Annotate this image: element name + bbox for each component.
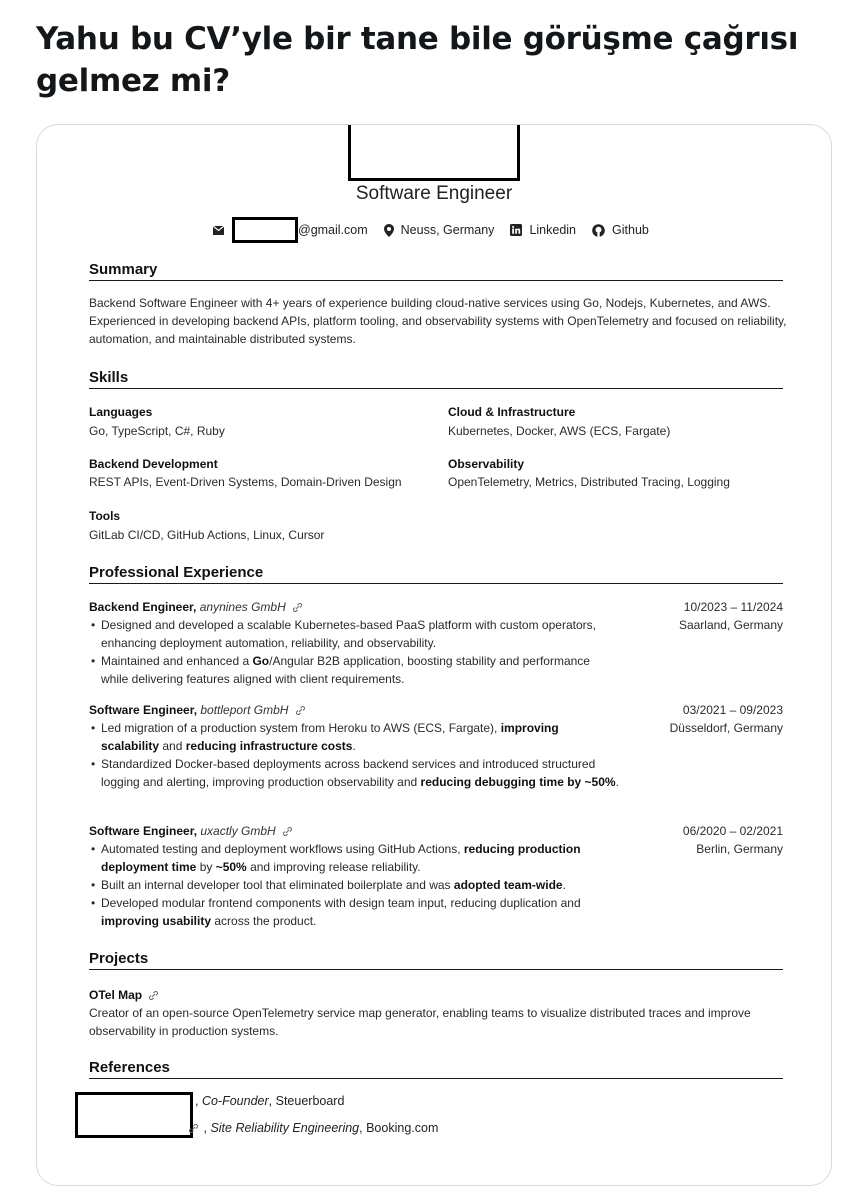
github-label: Github [612,223,649,237]
contact-github[interactable] [592,223,649,237]
experience-heading: Professional Experience [89,564,783,584]
reference-1-org: Steuerboard [275,1094,345,1108]
redacted-name [348,124,520,181]
contact-location [384,223,495,237]
project-description: Creator of an open-source OpenTelemetry service map generator, enabling teams to visualize distributed traces and improve observability in production systems. [89,1006,751,1038]
reference-1-role: Co-Founder [201,1094,269,1108]
reference-1: , Co-Founder, Steuerboard [195,1094,345,1108]
reference-2-role: Site Reliability Engineering [210,1121,360,1135]
reference-2: , Site Reliability Engineering, Booking.com [189,1121,438,1135]
job-bullets [89,616,619,688]
github-icon [592,224,605,237]
linkedin-label: Linkedin [529,223,577,237]
job-role: Software Engineer, [89,703,198,717]
job-bullet: • Maintained and enhanced a Go/Angular B2B application, boosting stability and performance while delivering features aligned with client requirements. [89,652,619,688]
post-text: Yahu bu CV’yle bir tane bile görüşme çağrısı gelmez mi? [36,21,799,99]
job-bullet: • Standardized Docker-based deployments across backend services and introduced structured logging and alerting, improving production observability and reducing debugging time by ~50%. [89,755,619,791]
location-text: Neuss, Germany [400,223,495,237]
skill-value-tools: GitLab CI/CD, GitHub Actions, Linux, Cursor [89,528,325,542]
job-bullet: • Led migration of a production system from Heroku to AWS (ECS, Fargate), improving scalability and reducing infrastructure costs. [89,719,619,755]
skill-value-cloud: Kubernetes, Docker, AWS (ECS, Fargate) [448,424,671,438]
job-bullet: • Designed and developed a scalable Kubernetes-based PaaS platform with custom operators, enhancing deployment automation, reliability, and observability. [89,616,619,652]
summary-text: Backend Software Engineer with 4+ years of experience building cloud-native services using Go, Nodejs, Kubernetes, and AWS. Experienced in developing backend APIs, platform tooling, and observability systems with OpenTelemetry and focused on reliability, automation, and maintainable distributed systems. [89,296,787,346]
location-pin-icon [384,224,394,237]
job-location: Düsseldorf, Germany [669,721,783,735]
redacted-email [232,217,298,243]
job-location: Saarland, Germany [678,618,783,632]
job-header [89,701,783,719]
skill-value-backend: REST APIs, Event-Driven Systems, Domain-Driven Design [89,475,402,489]
project-otel-map [89,986,783,1040]
project-title [89,986,783,1004]
job-company: uxactly GmbH [200,824,276,838]
skill-title-tools: Tools [89,509,121,523]
skill-value-observability: OpenTelemetry, Metrics, Distributed Tracing, Logging [448,475,730,489]
job-date: 06/2020 – 02/2021 [682,824,783,838]
job-header [89,822,783,840]
summary-heading: Summary [89,261,783,281]
job-bottleport [89,701,783,791]
job-bullet: • Automated testing and deployment workflows using GitHub Actions, reducing production deployment time by ~50% and improving release reliability. [89,840,619,876]
linkedin-icon [510,224,522,236]
job-anynines [89,598,783,688]
projects-heading: Projects [89,950,783,970]
contact-line [213,219,665,241]
envelope-icon [213,226,224,235]
skill-title-languages: Languages [89,405,153,419]
job-uxactly [89,822,783,930]
contact-email [213,217,368,243]
job-role: Backend Engineer, [89,600,197,614]
cv-title: Software Engineer [355,183,513,204]
contact-linkedin[interactable] [510,223,576,237]
link-icon[interactable] [283,827,292,836]
attached-image-card[interactable] [36,124,832,1186]
skills-heading: Skills [89,369,783,389]
job-date: 03/2021 – 09/2023 [682,703,783,717]
link-icon[interactable] [296,706,305,715]
job-company: bottleport GmbH [200,703,289,717]
skill-title-backend: Backend Development [89,457,218,471]
link-icon[interactable] [189,1124,198,1133]
reference-2-org: Booking.com [366,1121,439,1135]
job-bullets [89,840,619,930]
email-domain: @gmail.com [298,223,368,237]
cv-document [37,125,831,1185]
references-heading: References [89,1059,783,1079]
skill-value-languages: Go, TypeScript, C#, Ruby [89,424,225,438]
job-bullet: • Built an internal developer tool that eliminated boilerplate and was adopted team-wide. [89,876,619,894]
job-role: Software Engineer, [89,824,198,838]
redacted-reference-names [75,1092,193,1138]
link-icon[interactable] [149,991,158,1000]
job-bullets [89,719,619,791]
job-header [89,598,783,616]
skill-title-observability: Observability [448,457,525,471]
job-date: 10/2023 – 11/2024 [683,600,783,614]
skill-title-cloud: Cloud & Infrastructure [448,405,576,419]
job-location: Berlin, Germany [696,842,783,856]
job-company: anynines GmbH [199,600,286,614]
project-name: OTel Map [89,988,143,1002]
link-icon[interactable] [293,603,302,612]
job-bullet: • Developed modular frontend components with design team input, reducing duplication and improving usability across the product. [89,894,619,930]
